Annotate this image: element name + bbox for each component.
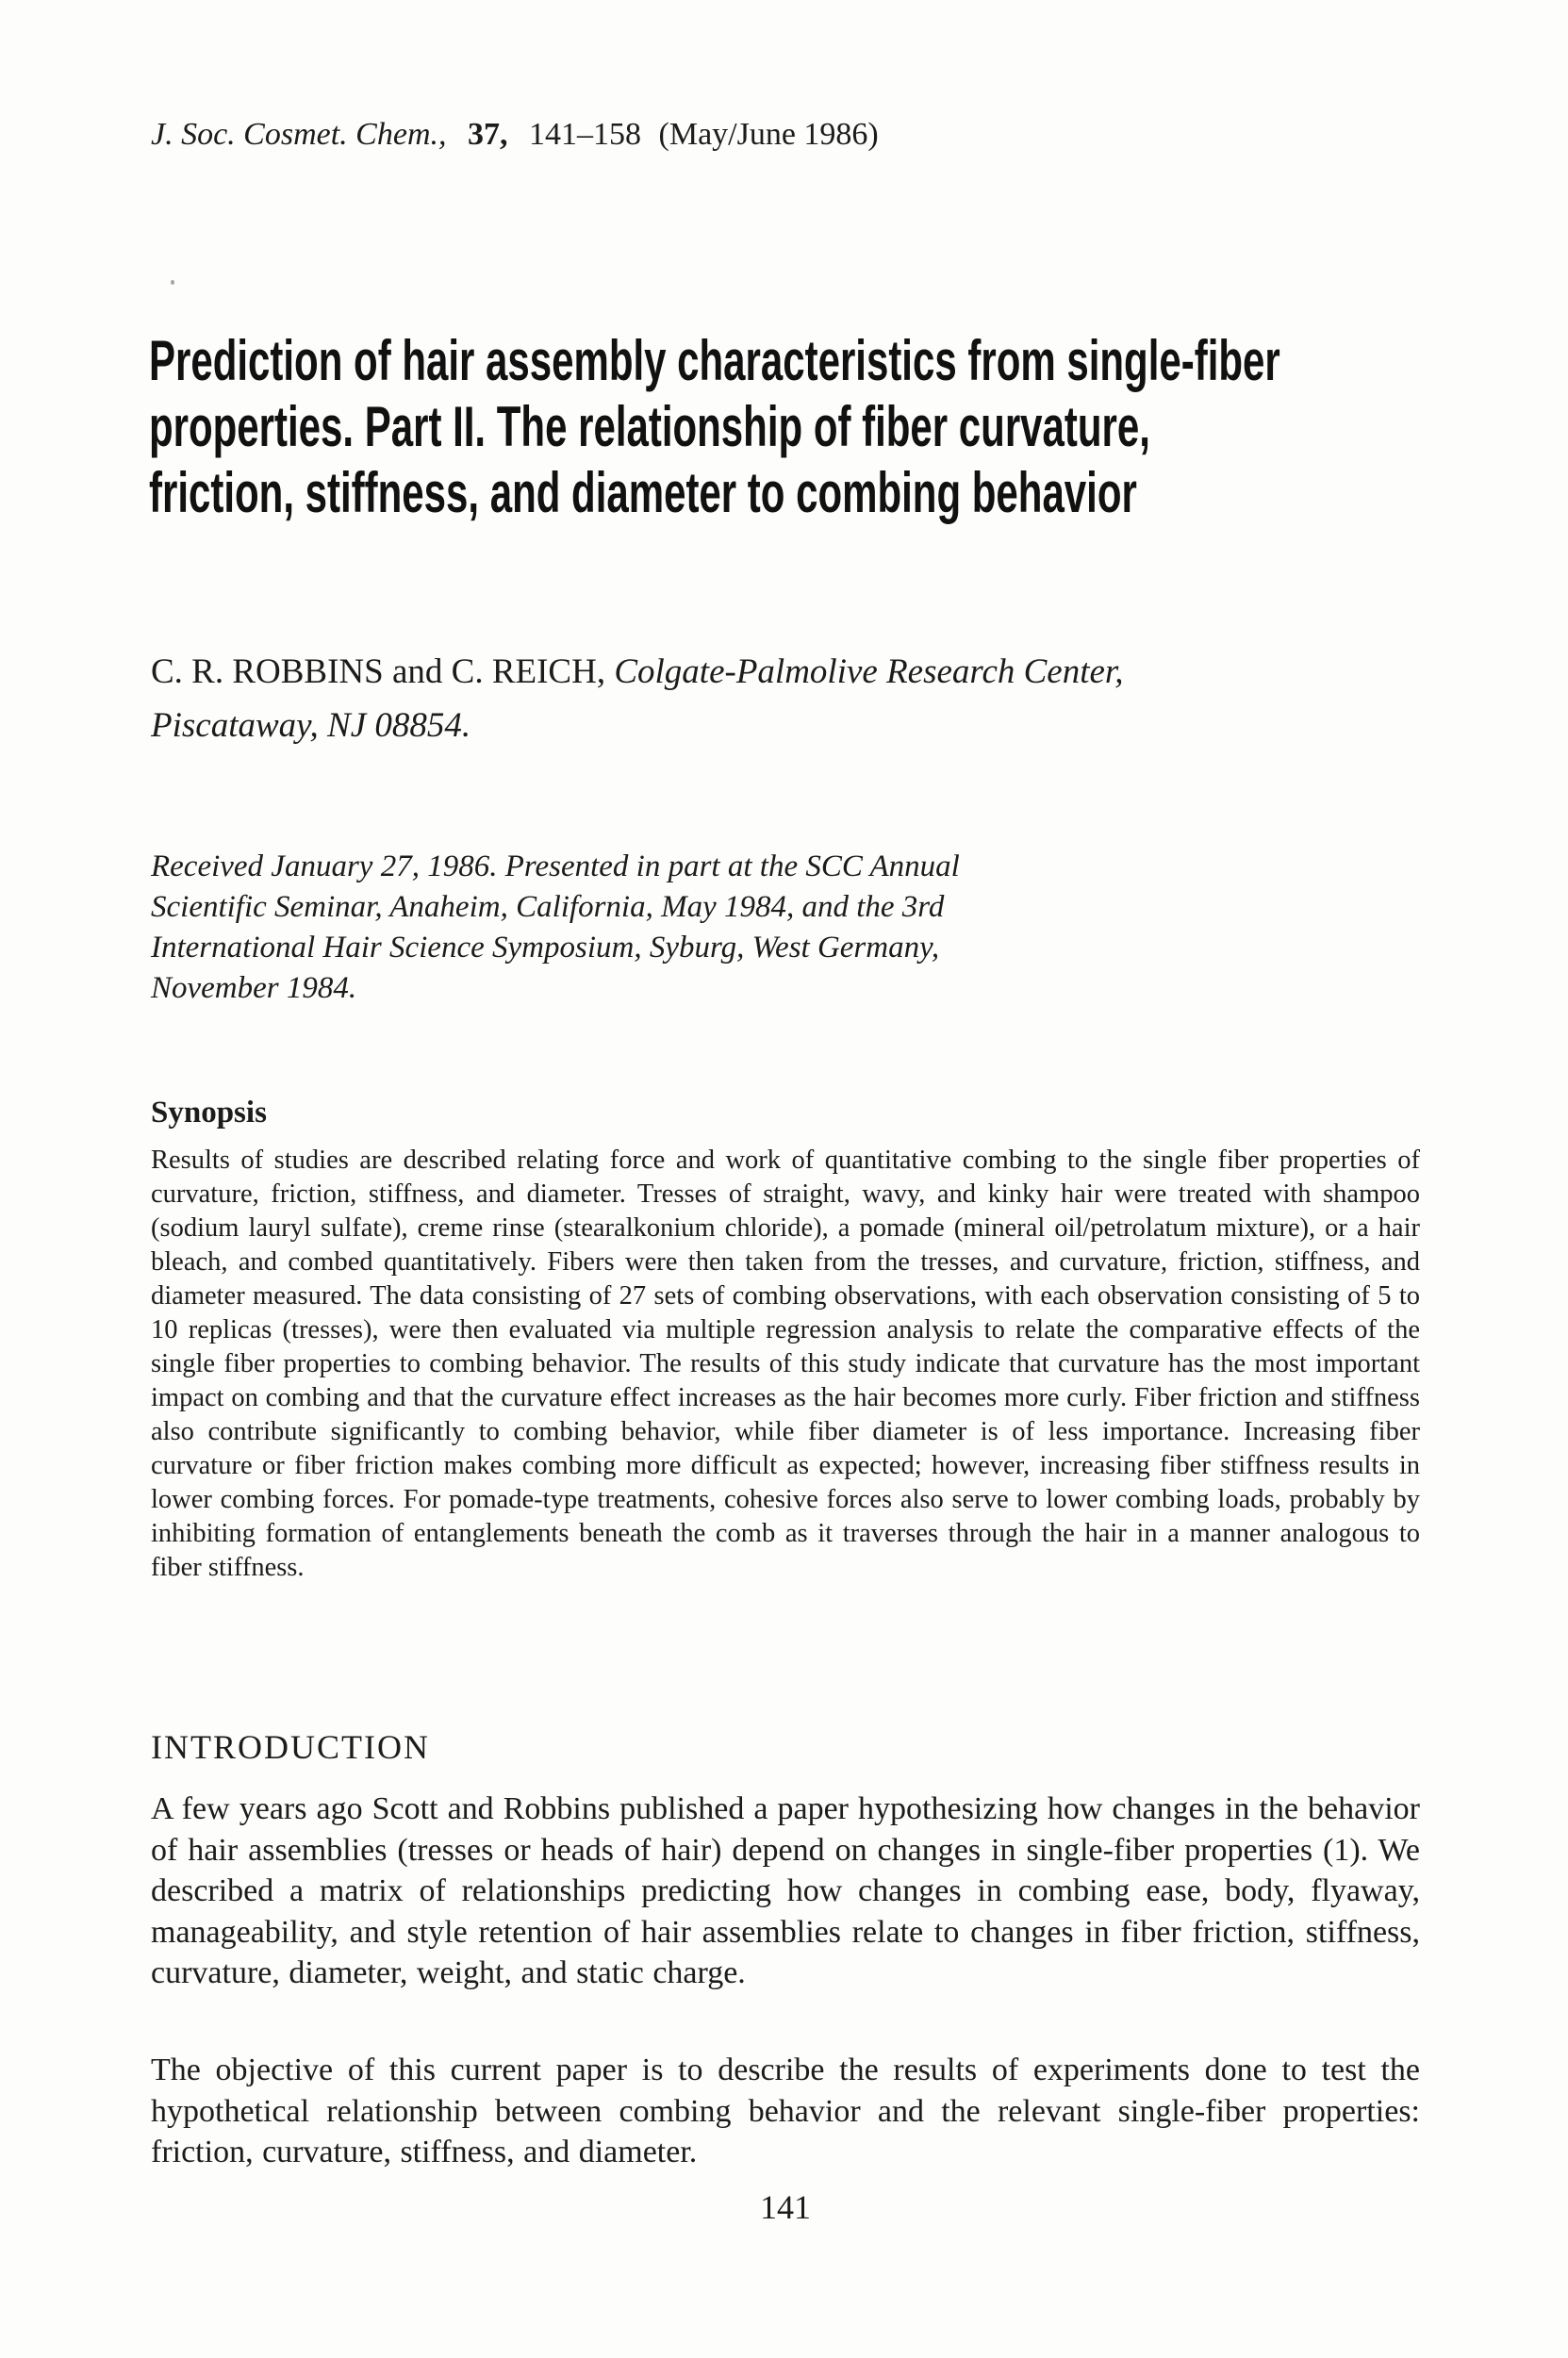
synopsis-paragraph: Results of studies are described relating force and work of quantitative combing to the single fiber properties of curvature, friction, stiffness, and diameter. Tresses of straight, wavy, and kinky hair were treated with shampoo (sodium lauryl sulfate), creme rinse (stearalkonium chloride), a pomade (mineral oil/petrolatum mixture), or a hair bleach, and combed quantitatively. Fibers were then taken from the tresses, and curvature, friction, stiffness, and diameter measured. The data consisting of 27 sets of combing observations, with each observation consisting of 5 to 10 replicas (tresses), were then evaluated via multiple regression analysis to relate the comparative effects of the single fiber properties to combing behavior. The results of this study indicate that curvature has the most important impact on combing and that the curvature effect increases as the hair becomes more curly. Fiber friction and stiffness also contribute significantly to combing behavior, while fiber diameter is of less importance. Increasing fiber curvature or fiber friction makes combing more difficult as expected; however, increasing fiber stiffness results in lower combing forces. For pomade-type treatments, cohesive forces also serve to lower combing loads, probably by inhibiting formation of entanglements beneath the comb as it traverses through the hair in a manner analogous to fiber stiffness.: [151, 1146, 1420, 1582]
introduction-paragraph-1: A few years ago Scott and Robbins published a paper hypothesizing how changes in the behavior of hair assemblies (tresses or heads of hair) depend on changes in single-fiber properties (1). We described a matrix of relationships predicting how changes in combing ease, body, flyaway, manageability, and style retention of hair assemblies relate to changes in fiber friction, stiffness, curvature, diameter, weight, and static charge.: [151, 1791, 1420, 1990]
received-note-line: Scientific Seminar, Anaheim, California, May 1984, and the 3rd: [151, 890, 945, 924]
page-number: 141: [760, 2188, 811, 2226]
article-title: [149, 328, 1568, 526]
author-names: C. R. ROBBINS and C. REICH,: [151, 652, 615, 691]
authors-block: [151, 645, 1123, 752]
article-title-line: Prediction of hair assembly characteristics from single-fiber: [149, 329, 1280, 392]
journal-citation: [151, 117, 1420, 153]
journal-page-range: 141–158: [529, 117, 642, 152]
received-note-line: International Hair Science Symposium, Syburg, West Germany,: [151, 931, 940, 965]
received-note: [151, 847, 1075, 1009]
authors-line: [151, 645, 1123, 699]
introduction-heading: INTRODUCTION: [151, 1728, 430, 1766]
author-affiliation-city: Piscataway, NJ 08854.: [151, 706, 471, 745]
journal-issue: (May/June 1986): [658, 117, 879, 152]
scan-speck: [171, 280, 174, 285]
synopsis-heading: Synopsis: [151, 1096, 267, 1130]
author-affiliation: Colgate-Palmolive Research Center,: [614, 652, 1124, 691]
article-title-line: friction, stiffness, and diameter to combing behavior: [149, 461, 1137, 524]
received-note-line: November 1984.: [151, 971, 357, 1005]
journal-name: J. Soc. Cosmet. Chem.,: [151, 117, 447, 152]
received-note-line: Received January 27, 1986. Presented in part at the SCC Annual: [151, 849, 960, 883]
introduction-paragraph-2: The objective of this current paper is to describe the results of experiments done to test the hypothetical relationship between combing behavior and the relevant single-fiber properties: friction, curvature, stiffness, and diameter.: [151, 2053, 1420, 2169]
article-title-line: properties. Part II. The relationship of fiber curvature,: [149, 395, 1150, 458]
journal-volume: 37,: [468, 117, 508, 152]
